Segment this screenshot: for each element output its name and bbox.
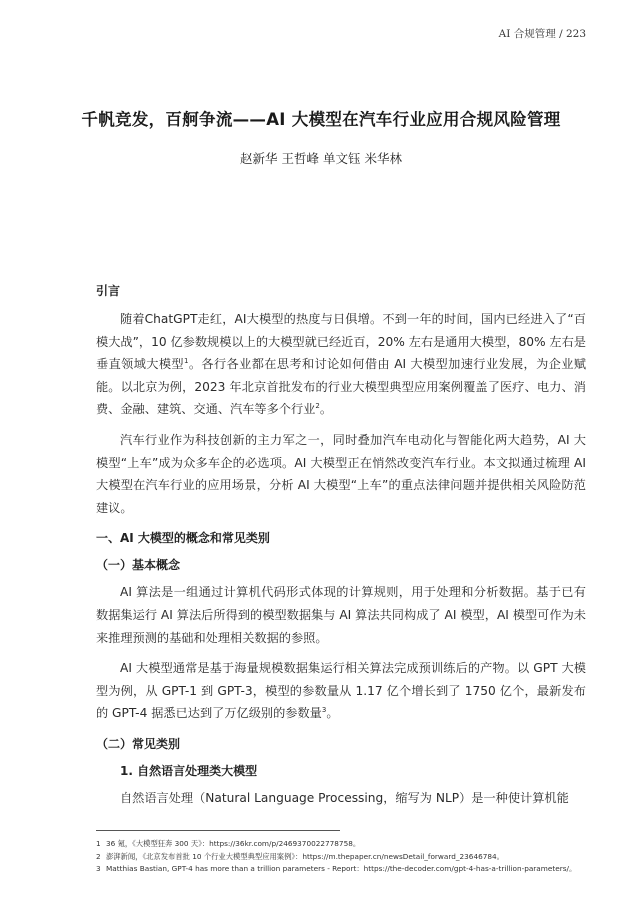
intro-paragraph-1: 随着ChatGPT走红，AI大模型的热度与日俱增。不到一年的时间，国内已经进入了“百模大战”，10 亿参数规模以上的大模型就已经近百，20% 左右是通用大模型，80% 左右是垂直领域大模型$^1$。各行各业都在思考和讨论如何借由 AI 大模型加速行业发展，为企业赋能。以北京为例，2023 年北京首批发布的行业大模型典型应用案例覆盖了医疗、电力、消费、金融、建筑、交通、汽车等多个行业$^2$。	[96, 312, 587, 417]
article-title: 千帆竞发，百舸争流——AI 大模型在汽车行业应用合规风险管理	[81, 110, 561, 129]
intro-paragraph-2: 汽车行业作为科技创新的主力军之一，同时叠加汽车电动化与智能化两大趋势，AI 大模型“上车”成为众多车企的必选项。AI 大模型正在悄然改变汽车行业。本文拟通过梳理 AI 大模型在汽车行业的应用场景，分析 AI 大模型“上车”的重点法律问题并提供相关风险防范建议。	[96, 432, 586, 515]
footnotes	[96, 838, 596, 876]
subsection-2-heading: （二）常见类别	[96, 736, 181, 751]
nlp-paragraph: 自然语言处理（Natural Language Processing，缩写为 NLP）是一种使计算机能	[120, 790, 569, 805]
footnote-ref-1[interactable]: 1	[184, 357, 189, 366]
article-body	[96, 280, 586, 818]
concept-paragraph-2: AI 大模型通常是基于海量规模数据集运行相关算法完成预训练后的产物。以 GPT 大模型为例，从 GPT-1 到 GPT-3，模型的参数量从 1.17 亿个增长到了 1750 亿个，最新发布的 GPT-4 据悉已达到了万亿级别的参数量$^3$。	[96, 661, 586, 721]
concept-paragraph-1: AI 算法是一组通过计算机代码形式体现的计算规则，用于处理和分析数据。基于已有数据集运行 AI 算法后所得到的模型数据集与 AI 算法共同构成了 AI 模型，AI 模型可作为未来推理预测的基础和处理相关数据的参照。	[96, 585, 586, 645]
footnote-ref-3[interactable]: 3	[321, 706, 327, 715]
item-1-heading: 1. 自然语言处理类大模型	[120, 763, 258, 778]
running-header: AI 合规管理 / 223	[498, 28, 586, 40]
subsection-1-heading: （一）基本概念	[96, 558, 181, 573]
footnote-ref-2[interactable]: 2	[315, 402, 320, 411]
section-1-heading: 一、AI 大模型的概念和常见类别	[96, 531, 270, 546]
footnote-divider	[96, 830, 340, 831]
footnote-2: 2 澎湃新闻，《北京发布首批 10 个行业大模型典型应用案例》：https://m.thepaper.cn/newsDetail_forward_23646784。	[96, 851, 504, 861]
footnote-3: 3 Matthias Bastian, GPT-4 has more than a trillion parameters - Report：https://the-decoder.com/gpt-4-has-a-trillion-parameters/。	[96, 864, 577, 873]
intro-heading: 引言	[96, 284, 121, 298]
footnote-1: 1 36 氪，《大模型狂奔 300 天》：https://36kr.com/p/2469370022778758。	[96, 839, 361, 848]
article-authors: 赵新华 王哲峰 单文钰 米华林	[240, 151, 402, 166]
